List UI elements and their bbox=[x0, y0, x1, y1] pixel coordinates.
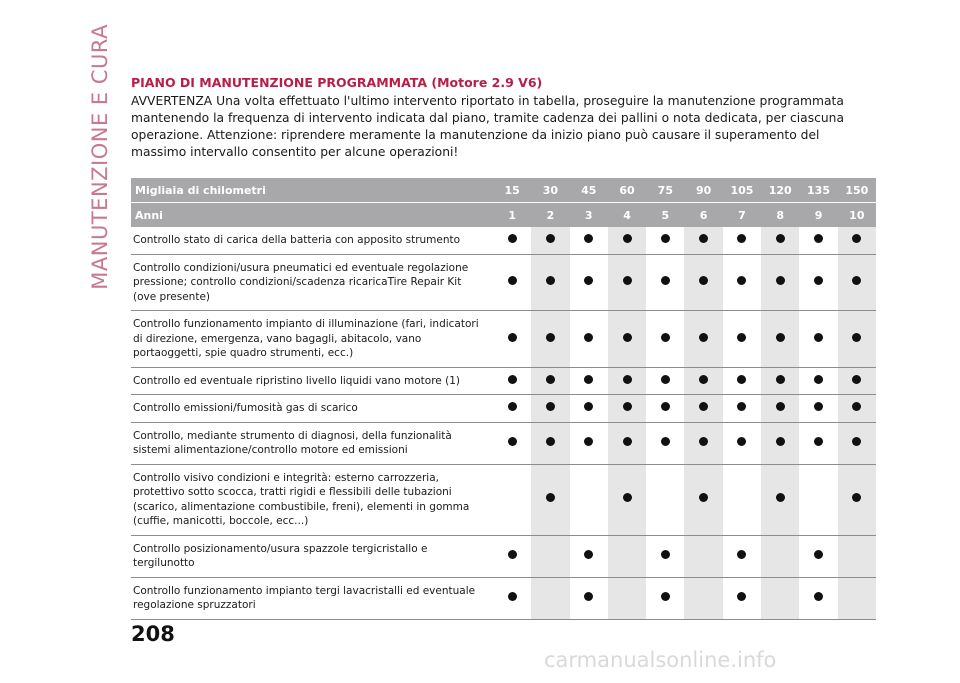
scheduled-dot-icon bbox=[776, 333, 785, 342]
scheduled-dot-icon bbox=[546, 276, 555, 285]
schedule-cell bbox=[570, 311, 608, 368]
scheduled-dot-icon bbox=[814, 375, 823, 384]
scheduled-dot-icon bbox=[776, 276, 785, 285]
schedule-cell bbox=[646, 311, 684, 368]
scheduled-dot-icon bbox=[584, 550, 593, 559]
years-header-cell: 4 bbox=[608, 203, 646, 228]
scheduled-dot-icon bbox=[776, 493, 785, 502]
operation-label: Controllo condizioni/usura pneumatici ed eventuale regolazione pressione; controllo condizioni/scadenza ricaricaTire Repair Kit (ove presente) bbox=[131, 254, 493, 311]
table-row bbox=[131, 535, 876, 577]
km-header-cell: 15 bbox=[493, 178, 531, 203]
scheduled-dot-icon bbox=[623, 402, 632, 411]
operation-label: Controllo funzionamento impianto di illuminazione (fari, indicatori di direzione, emergenza, vano bagagli, abitacolo, vano portaoggetti, spie quadro strumenti, ecc.) bbox=[131, 311, 493, 368]
scheduled-dot-icon bbox=[814, 276, 823, 285]
scheduled-dot-icon bbox=[546, 402, 555, 411]
years-header-cell: 3 bbox=[570, 203, 608, 228]
scheduled-dot-icon bbox=[508, 437, 517, 446]
table-row bbox=[131, 395, 876, 423]
operation-label: Controllo stato di carica della batteria con apposito strumento bbox=[131, 227, 493, 254]
scheduled-dot-icon bbox=[661, 375, 670, 384]
years-header-cell: 8 bbox=[761, 203, 799, 228]
scheduled-dot-icon bbox=[852, 437, 861, 446]
km-header-label: Migliaia di chilometri bbox=[131, 178, 493, 203]
scheduled-dot-icon bbox=[661, 402, 670, 411]
schedule-cell bbox=[493, 367, 531, 395]
schedule-cell bbox=[608, 367, 646, 395]
schedule-cell bbox=[838, 535, 876, 577]
schedule-cell bbox=[761, 367, 799, 395]
schedule-cell bbox=[723, 367, 761, 395]
scheduled-dot-icon bbox=[584, 402, 593, 411]
schedule-cell bbox=[570, 227, 608, 254]
schedule-cell bbox=[684, 311, 722, 368]
years-header-cell: 7 bbox=[723, 203, 761, 228]
table-row bbox=[131, 464, 876, 535]
scheduled-dot-icon bbox=[776, 375, 785, 384]
years-header-cell: 6 bbox=[684, 203, 722, 228]
schedule-cell bbox=[493, 395, 531, 423]
scheduled-dot-icon bbox=[814, 402, 823, 411]
scheduled-dot-icon bbox=[661, 234, 670, 243]
table-row bbox=[131, 254, 876, 311]
schedule-cell bbox=[570, 395, 608, 423]
schedule-cell bbox=[493, 311, 531, 368]
scheduled-dot-icon bbox=[852, 402, 861, 411]
schedule-cell bbox=[838, 422, 876, 464]
schedule-cell bbox=[799, 311, 837, 368]
schedule-cell bbox=[608, 254, 646, 311]
schedule-cell bbox=[799, 535, 837, 577]
scheduled-dot-icon bbox=[852, 375, 861, 384]
km-header-cell: 75 bbox=[646, 178, 684, 203]
schedule-cell bbox=[838, 254, 876, 311]
schedule-cell bbox=[684, 577, 722, 619]
schedule-cell bbox=[684, 422, 722, 464]
scheduled-dot-icon bbox=[814, 234, 823, 243]
schedule-cell bbox=[684, 535, 722, 577]
table-row bbox=[131, 227, 876, 254]
km-header-cell: 60 bbox=[608, 178, 646, 203]
schedule-cell bbox=[838, 367, 876, 395]
scheduled-dot-icon bbox=[737, 402, 746, 411]
schedule-cell bbox=[531, 367, 569, 395]
schedule-cell bbox=[493, 422, 531, 464]
scheduled-dot-icon bbox=[623, 234, 632, 243]
schedule-cell bbox=[761, 577, 799, 619]
scheduled-dot-icon bbox=[699, 402, 708, 411]
schedule-cell bbox=[608, 464, 646, 535]
scheduled-dot-icon bbox=[737, 375, 746, 384]
schedule-cell bbox=[723, 311, 761, 368]
schedule-cell bbox=[684, 395, 722, 423]
schedule-cell bbox=[646, 395, 684, 423]
table-row bbox=[131, 367, 876, 395]
scheduled-dot-icon bbox=[508, 333, 517, 342]
warning-paragraph: AVVERTENZA Una volta effettuato l'ultimo intervento riportato in tabella, proseguire la manutenzione programmata mantenendo la frequenza di intervento indicata dal piano, tramite cadenza dei pallini o nota dedicata, per ciascuna operazione. Attenzione: riprendere meramente la manutenzione da inizio piano può causare il superamento del massimo intervallo consentito per alcune operazioni! bbox=[131, 94, 844, 159]
scheduled-dot-icon bbox=[699, 333, 708, 342]
schedule-cell bbox=[608, 535, 646, 577]
schedule-cell bbox=[838, 577, 876, 619]
section-side-title bbox=[86, 24, 114, 290]
scheduled-dot-icon bbox=[737, 437, 746, 446]
schedule-cell bbox=[608, 395, 646, 423]
scheduled-dot-icon bbox=[584, 375, 593, 384]
schedule-cell bbox=[493, 535, 531, 577]
scheduled-dot-icon bbox=[776, 437, 785, 446]
schedule-cell bbox=[761, 254, 799, 311]
operation-label: Controllo ed eventuale ripristino livello liquidi vano motore (1) bbox=[131, 367, 493, 395]
schedule-cell bbox=[723, 577, 761, 619]
schedule-cell bbox=[684, 464, 722, 535]
scheduled-dot-icon bbox=[546, 375, 555, 384]
scheduled-dot-icon bbox=[546, 234, 555, 243]
scheduled-dot-icon bbox=[508, 375, 517, 384]
schedule-cell bbox=[723, 227, 761, 254]
scheduled-dot-icon bbox=[737, 592, 746, 601]
schedule-cell bbox=[723, 254, 761, 311]
scheduled-dot-icon bbox=[508, 234, 517, 243]
maintenance-schedule-table bbox=[131, 178, 876, 620]
scheduled-dot-icon bbox=[584, 592, 593, 601]
scheduled-dot-icon bbox=[661, 437, 670, 446]
scheduled-dot-icon bbox=[737, 276, 746, 285]
schedule-cell bbox=[531, 422, 569, 464]
schedule-cell bbox=[799, 227, 837, 254]
scheduled-dot-icon bbox=[852, 234, 861, 243]
scheduled-dot-icon bbox=[814, 333, 823, 342]
schedule-cell bbox=[723, 395, 761, 423]
schedule-cell bbox=[646, 464, 684, 535]
scheduled-dot-icon bbox=[776, 402, 785, 411]
years-header-cell: 1 bbox=[493, 203, 531, 228]
km-header-cell: 45 bbox=[570, 178, 608, 203]
schedule-cell bbox=[646, 254, 684, 311]
schedule-body bbox=[131, 227, 876, 619]
scheduled-dot-icon bbox=[814, 550, 823, 559]
scheduled-dot-icon bbox=[737, 234, 746, 243]
operation-label: Controllo, mediante strumento di diagnosi, della funzionalità sistemi alimentazione/controllo motore ed emissioni bbox=[131, 422, 493, 464]
scheduled-dot-icon bbox=[623, 493, 632, 502]
schedule-cell bbox=[493, 227, 531, 254]
km-header-cell: 120 bbox=[761, 178, 799, 203]
scheduled-dot-icon bbox=[584, 234, 593, 243]
schedule-cell bbox=[646, 367, 684, 395]
schedule-cell bbox=[493, 254, 531, 311]
schedule-cell bbox=[646, 422, 684, 464]
schedule-cell bbox=[570, 254, 608, 311]
years-header-label: Anni bbox=[131, 203, 493, 228]
watermark: carmanualsonline.info bbox=[544, 648, 777, 672]
km-header-row bbox=[131, 178, 876, 203]
schedule-cell bbox=[723, 535, 761, 577]
scheduled-dot-icon bbox=[699, 437, 708, 446]
scheduled-dot-icon bbox=[623, 375, 632, 384]
schedule-cell bbox=[570, 577, 608, 619]
schedule-cell bbox=[608, 227, 646, 254]
years-header-cell: 5 bbox=[646, 203, 684, 228]
schedule-cell bbox=[799, 254, 837, 311]
scheduled-dot-icon bbox=[776, 234, 785, 243]
scheduled-dot-icon bbox=[852, 276, 861, 285]
scheduled-dot-icon bbox=[546, 333, 555, 342]
years-header-cell: 2 bbox=[531, 203, 569, 228]
schedule-cell bbox=[646, 535, 684, 577]
schedule-cell bbox=[799, 464, 837, 535]
years-header-cell: 10 bbox=[838, 203, 876, 228]
scheduled-dot-icon bbox=[661, 592, 670, 601]
schedule-cell bbox=[838, 311, 876, 368]
scheduled-dot-icon bbox=[737, 333, 746, 342]
scheduled-dot-icon bbox=[814, 592, 823, 601]
operation-label: Controllo emissioni/fumosità gas di scarico bbox=[131, 395, 493, 423]
scheduled-dot-icon bbox=[737, 550, 746, 559]
schedule-cell bbox=[646, 577, 684, 619]
schedule-cell bbox=[799, 577, 837, 619]
scheduled-dot-icon bbox=[508, 402, 517, 411]
schedule-cell bbox=[761, 227, 799, 254]
scheduled-dot-icon bbox=[508, 550, 517, 559]
schedule-cell bbox=[646, 227, 684, 254]
scheduled-dot-icon bbox=[584, 276, 593, 285]
schedule-cell bbox=[531, 464, 569, 535]
schedule-cell bbox=[608, 311, 646, 368]
schedule-cell bbox=[799, 395, 837, 423]
schedule-cell bbox=[493, 577, 531, 619]
schedule-cell bbox=[761, 535, 799, 577]
scheduled-dot-icon bbox=[546, 493, 555, 502]
scheduled-dot-icon bbox=[584, 437, 593, 446]
scheduled-dot-icon bbox=[508, 276, 517, 285]
schedule-cell bbox=[799, 367, 837, 395]
km-header-cell: 30 bbox=[531, 178, 569, 203]
schedule-cell bbox=[570, 464, 608, 535]
schedule-cell bbox=[531, 227, 569, 254]
scheduled-dot-icon bbox=[852, 493, 861, 502]
km-header-cell: 135 bbox=[799, 178, 837, 203]
schedule-cell bbox=[723, 464, 761, 535]
schedule-cell bbox=[684, 254, 722, 311]
schedule-cell bbox=[531, 535, 569, 577]
page-number: 208 bbox=[131, 622, 175, 646]
schedule-cell bbox=[684, 227, 722, 254]
km-header-cell: 90 bbox=[684, 178, 722, 203]
schedule-cell bbox=[838, 464, 876, 535]
scheduled-dot-icon bbox=[661, 333, 670, 342]
scheduled-dot-icon bbox=[852, 333, 861, 342]
schedule-cell bbox=[493, 464, 531, 535]
scheduled-dot-icon bbox=[699, 234, 708, 243]
scheduled-dot-icon bbox=[699, 493, 708, 502]
page-heading: PIANO DI MANUTENZIONE PROGRAMMATA (Motore 2.9 V6) bbox=[131, 75, 543, 90]
km-header-cell: 105 bbox=[723, 178, 761, 203]
schedule-cell bbox=[761, 422, 799, 464]
scheduled-dot-icon bbox=[623, 437, 632, 446]
scheduled-dot-icon bbox=[623, 276, 632, 285]
schedule-cell bbox=[570, 535, 608, 577]
schedule-cell bbox=[531, 577, 569, 619]
schedule-cell bbox=[531, 311, 569, 368]
scheduled-dot-icon bbox=[814, 437, 823, 446]
schedule-cell bbox=[570, 367, 608, 395]
table-row bbox=[131, 577, 876, 619]
schedule-cell bbox=[838, 395, 876, 423]
scheduled-dot-icon bbox=[699, 375, 708, 384]
section-side-title-text: MANUTENZIONE E CURA bbox=[88, 24, 112, 290]
schedule-cell bbox=[838, 227, 876, 254]
years-header-cell: 9 bbox=[799, 203, 837, 228]
schedule-cell bbox=[531, 254, 569, 311]
km-header-cell: 150 bbox=[838, 178, 876, 203]
schedule-cell bbox=[761, 311, 799, 368]
schedule-cell bbox=[723, 422, 761, 464]
schedule-cell bbox=[608, 577, 646, 619]
operation-label: Controllo funzionamento impianto tergi lavacristalli ed eventuale regolazione spruzzatori bbox=[131, 577, 493, 619]
schedule-cell bbox=[684, 367, 722, 395]
schedule-cell bbox=[761, 395, 799, 423]
years-header-row bbox=[131, 203, 876, 228]
scheduled-dot-icon bbox=[584, 333, 593, 342]
operation-label: Controllo posizionamento/usura spazzole tergicristallo e tergilunotto bbox=[131, 535, 493, 577]
schedule-cell bbox=[608, 422, 646, 464]
schedule-cell bbox=[570, 422, 608, 464]
schedule-cell bbox=[799, 422, 837, 464]
schedule-cell bbox=[761, 464, 799, 535]
operation-label: Controllo visivo condizioni e integrità: esterno carrozzeria, protettivo sotto scocca, tratti rigidi e flessibili delle tubazioni (scarico, alimentazione combustibile, freni), elementi in gomma (cuffie, manicotti, boccole, ecc...) bbox=[131, 464, 493, 535]
scheduled-dot-icon bbox=[546, 437, 555, 446]
schedule-cell bbox=[531, 395, 569, 423]
table-row bbox=[131, 311, 876, 368]
scheduled-dot-icon bbox=[508, 592, 517, 601]
scheduled-dot-icon bbox=[699, 276, 708, 285]
scheduled-dot-icon bbox=[661, 550, 670, 559]
table-row bbox=[131, 422, 876, 464]
scheduled-dot-icon bbox=[661, 276, 670, 285]
scheduled-dot-icon bbox=[623, 333, 632, 342]
